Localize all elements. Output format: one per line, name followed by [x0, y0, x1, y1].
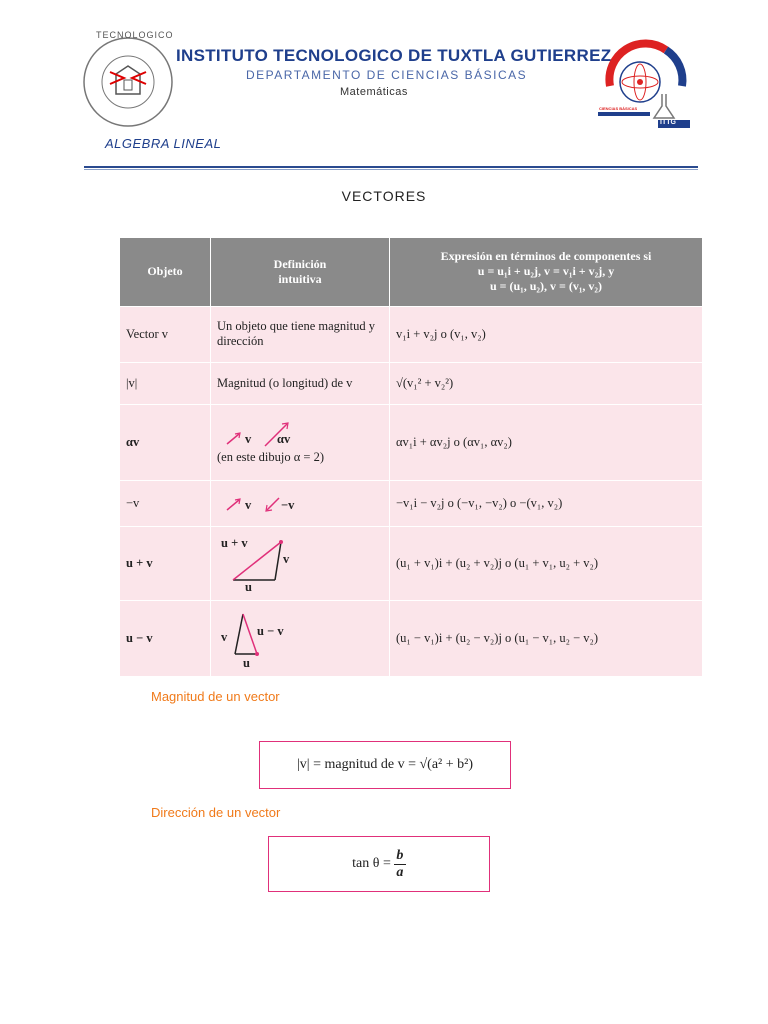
document-title: VECTORES	[341, 188, 427, 204]
row-definition	[211, 600, 390, 676]
header-divider-thin	[84, 169, 698, 170]
seal-text-top: TECNOLOGICO	[96, 30, 174, 40]
header-expresion	[390, 238, 703, 306]
ittg-logo-small-text: CIENCIAS BÁSICAS	[599, 106, 638, 111]
institution-name: INSTITUTO TECNOLOGICO DE TUXTLA GUTIERREZ	[176, 46, 612, 65]
course-name: ALGEBRA LINEAL	[105, 136, 222, 151]
department-name: DEPARTAMENTO DE CIENCIAS BÁSICAS	[246, 68, 528, 82]
table-header-row	[120, 238, 702, 306]
fraction-numerator: b	[396, 847, 404, 863]
diagram-label: αv	[277, 431, 291, 446]
table-row	[120, 526, 702, 600]
row-definition	[211, 526, 390, 600]
scalar-diagram	[217, 420, 383, 450]
diagram-note: (en este dibujo α = 2)	[217, 449, 324, 464]
diagram-label: v	[245, 431, 252, 446]
row-expression: (u₁ − v₁)i + (u₂ − v₂)j o (u₁ − v₁, u₂ − v₂)	[390, 600, 703, 676]
row-expression: v₁i + v₂j o (v₁, v₂)	[390, 306, 703, 362]
row-expression: −v₁i − v₂j o (−v₁, −v₂) o −(v₁, v₂)	[390, 480, 703, 526]
diagram-label: u − v	[257, 624, 284, 639]
row-expression: αv₁i + αv₂j o (αv₁, αv₂)	[390, 404, 703, 480]
diagram-label: u	[245, 580, 252, 594]
table-row	[120, 600, 702, 676]
row-object: −v	[120, 480, 211, 526]
row-expression: (u₁ + v₁)i + (u₂ + v₂)j o (u₁ + v₁, u₂ + v₂)	[390, 526, 703, 600]
negative-arrows-icon	[217, 492, 327, 514]
row-definition	[211, 404, 390, 480]
header-expresion-line2: u = u₁i + u₂j, v = v₁i + v₂j, y	[477, 264, 615, 279]
table-row	[120, 480, 702, 526]
subject-name: Matemáticas	[340, 86, 408, 98]
diagram-label: v	[283, 552, 290, 566]
table-row	[120, 306, 702, 362]
section-title-direction: Dirección de un vector	[151, 805, 281, 820]
ittg-logo-text: ITTG	[660, 119, 676, 126]
sum-diagram	[217, 532, 383, 594]
diagram-label: −v	[281, 498, 295, 512]
magnitude-formula: |v| = magnitud de v = √(a² + b²)	[296, 757, 473, 772]
header-definicion-text: Definición intuitiva	[273, 256, 327, 286]
header-definicion	[211, 238, 390, 306]
section-title-magnitude: Magnitud de un vector	[151, 689, 280, 704]
diagram-label: u	[243, 656, 250, 671]
row-object: |v|	[120, 362, 211, 404]
diagram-label: v	[245, 498, 252, 512]
row-definition: Un objeto que tiene magnitud y dirección	[211, 306, 390, 362]
direction-formula-lhs: tan θ =	[352, 856, 391, 871]
row-expression: √(v₁² + v₂²)	[390, 362, 703, 404]
row-object: Vector v	[120, 306, 211, 362]
row-definition	[211, 480, 390, 526]
row-object: u − v	[120, 600, 211, 676]
header-expresion-line3: u = (u₁, u₂), v = (v₁, v₂)	[489, 279, 603, 294]
table-row	[120, 362, 702, 404]
fraction-denominator: a	[396, 864, 404, 880]
row-definition: Magnitud (o longitud) de v	[211, 362, 390, 404]
magnitude-formula-box	[259, 741, 511, 789]
header-expresion-line1: Expresión en términos de componentes si	[440, 249, 652, 264]
table-row	[120, 404, 702, 480]
row-object: αv	[120, 404, 211, 480]
row-object: u + v	[120, 526, 211, 600]
ittg-logo	[596, 28, 692, 128]
diagram-label: v	[221, 630, 228, 645]
direction-fraction	[394, 848, 406, 881]
header-divider	[84, 166, 698, 168]
diagram-label: u + v	[221, 536, 248, 550]
negative-diagram	[217, 492, 383, 514]
tecnologico-seal-logo	[80, 32, 176, 132]
direction-formula-box	[268, 836, 490, 892]
vectors-table	[120, 238, 702, 676]
scalar-arrows-icon	[217, 420, 327, 450]
difference-diagram	[217, 606, 383, 670]
header-objeto: Objeto	[120, 238, 211, 306]
